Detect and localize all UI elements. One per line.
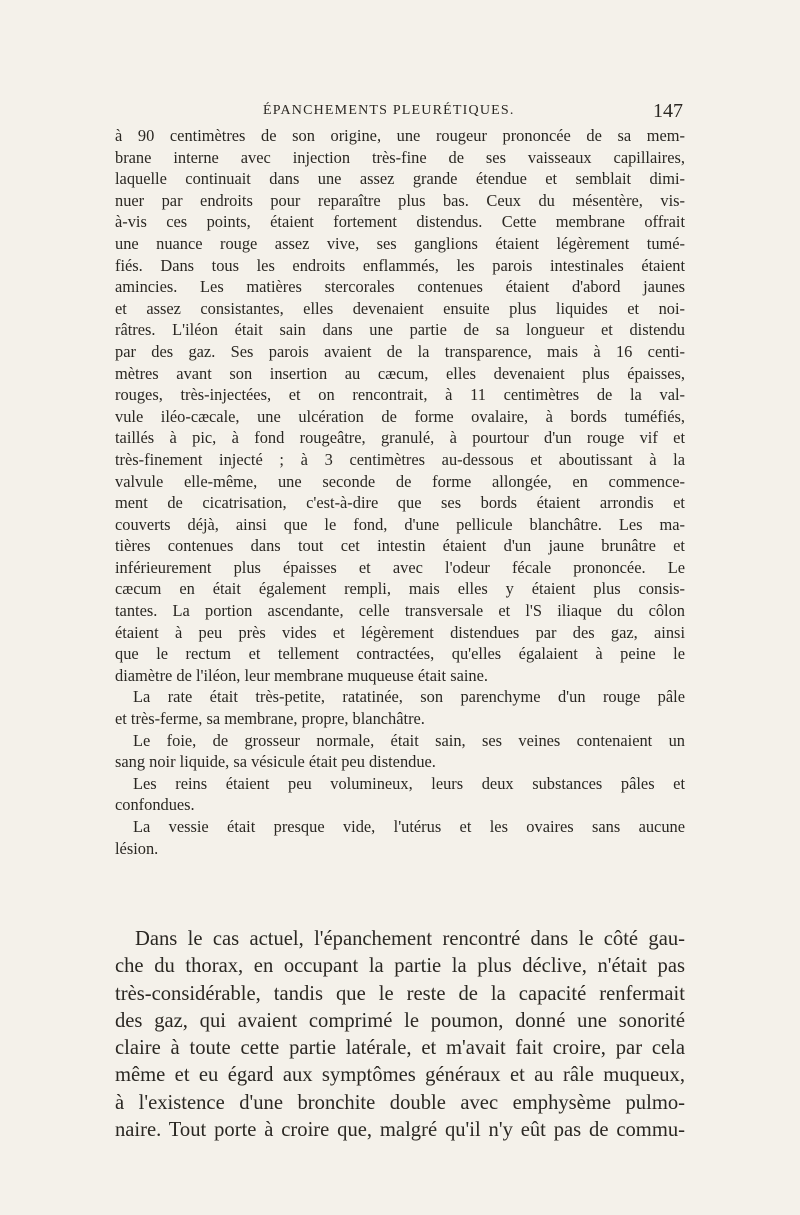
text-line: brane interne avec injection très-fine de ses vaisseaux capillaires, (115, 147, 685, 167)
text-line: à l'existence d'une bronchite double avec emphysème pulmo- (115, 1091, 685, 1114)
text-line: vule iléo-cæcale, une ulcération de forme ovalaire, à bords tuméfiés, (115, 406, 685, 426)
text-line: sang noir liquide, sa vésicule était peu distendue. (115, 752, 436, 772)
text-line: très-finement injecté ; à 3 centimètres au-dessous et aboutissant à la (115, 449, 685, 469)
text-line: ment de cicatrisation, c'est-à-dire que ses bords étaient arrondis et (115, 493, 685, 513)
text-line: claire à toute cette partie latérale, et m'avait fait croire, par cela (115, 1037, 685, 1060)
text-line: et assez consistantes, elles devenaient ensuite plus liquides et noi- (115, 298, 685, 318)
text-line: Les reins étaient peu volumineux, leurs deux substances pâles et (133, 773, 685, 793)
running-title: ÉPANCHEMENTS PLEURÉTIQUES. (263, 103, 515, 118)
text-line: diamètre de l'iléon, leur membrane muqueuse était saine. (115, 665, 488, 685)
text-line: mètres avant son insertion au cæcum, elles devenaient plus épaisses, (115, 363, 685, 383)
text-line: tières contenues dans tout cet intestin étaient d'un jaune brunâtre et (115, 536, 685, 556)
text-line: fiés. Dans tous les endroits enflammés, les parois intestinales étaient (115, 255, 685, 275)
text-line: rouges, très-injectées, et on rencontrait, à 11 centimètres de la val- (115, 385, 685, 405)
text-line: râtres. L'iléon était sain dans une partie de sa longueur et distendu (115, 320, 685, 340)
text-line: amincies. Les matières stercorales contenues étaient d'abord jaunes (115, 277, 685, 297)
text-line: lésion. (115, 838, 159, 858)
text-line: à-vis ces points, étaient fortement distendus. Cette membrane offrait (115, 212, 685, 232)
text-line: naire. Tout porte à croire que, malgré qu'il n'y eût pas de commu- (115, 1119, 685, 1142)
text-line: inférieurement plus épaisses et avec l'odeur fécale prononcée. Le (115, 557, 685, 577)
body-text-small (115, 125, 685, 859)
text-line: taillés à pic, à fond rougeâtre, granulé, à pourtour d'un rouge vif et (115, 428, 685, 448)
text-line: che du thorax, en occupant la partie la plus déclive, n'était pas (115, 955, 685, 978)
text-line: La rate était très-petite, ratatinée, son parenchyme d'un rouge pâle (133, 687, 685, 707)
page-header (115, 100, 685, 124)
text-line: des gaz, qui avaient comprimé le poumon, donné une sonorité (115, 1009, 685, 1032)
text-line: valvule elle-même, une seconde de forme allongée, en commence- (115, 471, 685, 491)
text-line: et très-ferme, sa membrane, propre, blanchâtre. (115, 709, 425, 729)
page-number: 147 (653, 100, 683, 122)
body-text-large (115, 926, 685, 1144)
text-line: par des gaz. Ses parois avaient de la transparence, mais à 16 centi- (115, 341, 685, 361)
text-line: étaient à peu près vides et légèrement distendues par des gaz, ainsi (115, 622, 685, 642)
text-line: nuer par endroits pour reparaître plus bas. Ceux du mésentère, vis- (115, 190, 685, 210)
text-line: tantes. La portion ascendante, celle transversale et l'S iliaque du côlon (115, 601, 685, 621)
text-line: que le rectum et tellement contractées, qu'elles égalaient à peine le (115, 644, 685, 664)
text-line: une nuance rouge assez vive, ses ganglions étaient légèrement tumé- (115, 233, 685, 253)
text-line: couverts déjà, ainsi que le fond, d'une pellicule blanchâtre. Les ma- (115, 514, 685, 534)
text-line: Dans le cas actuel, l'épanchement rencontré dans le côté gau- (135, 928, 685, 950)
text-line: très-considérable, tandis que le reste de la capacité renfermait (115, 982, 685, 1005)
text-line: à 90 centimètres de son origine, une rougeur prononcée de sa mem- (115, 126, 685, 145)
text-line: cæcum en était également rempli, mais elles y étaient plus consis- (115, 579, 685, 599)
text-line: même et eu égard aux symptômes généraux et au râle muqueux, (115, 1064, 685, 1087)
text-line: confondues. (115, 795, 195, 815)
text-line: La vessie était presque vide, l'utérus et les ovaires sans aucune (133, 817, 685, 836)
text-line: laquelle continuait dans une assez grande étendue et semblait dimi- (115, 169, 685, 189)
text-line: Le foie, de grosseur normale, était sain, ses veines contenaient un (133, 730, 685, 750)
